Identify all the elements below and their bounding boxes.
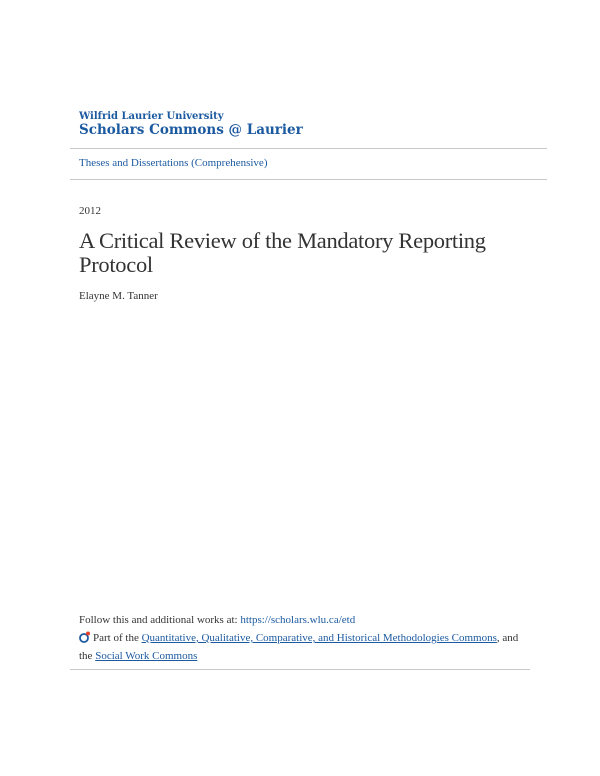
author-name: Elayne M. Tanner <box>79 290 158 302</box>
part-of-block <box>79 630 529 664</box>
network-icon <box>79 631 91 648</box>
divider-bottom <box>70 669 530 670</box>
commons-link-social-work[interactable]: Social Work Commons <box>95 650 198 662</box>
repository-name[interactable]: Scholars Commons @ Laurier <box>79 122 303 138</box>
university-name: Wilfrid Laurier University <box>79 111 224 122</box>
document-title: A Critical Review of the Mandatory Reporting Protocol <box>79 228 486 277</box>
follow-text: Follow this and additional works at: <box>79 614 241 626</box>
series-link[interactable]: Theses and Dissertations (Comprehensive) <box>79 157 268 169</box>
divider-top <box>70 148 547 149</box>
and-text: , and <box>496 632 519 644</box>
follow-line <box>79 614 355 626</box>
divider-series <box>70 179 547 180</box>
the-text: the <box>79 650 96 662</box>
follow-url-link[interactable]: https://scholars.wlu.ca/etd <box>240 614 356 626</box>
part-of-prefix: Part of the <box>93 632 142 644</box>
publication-year: 2012 <box>79 205 101 217</box>
commons-link-methodologies[interactable]: Quantitative, Qualitative, Comparative, and Historical Methodologies Commons <box>141 632 497 644</box>
